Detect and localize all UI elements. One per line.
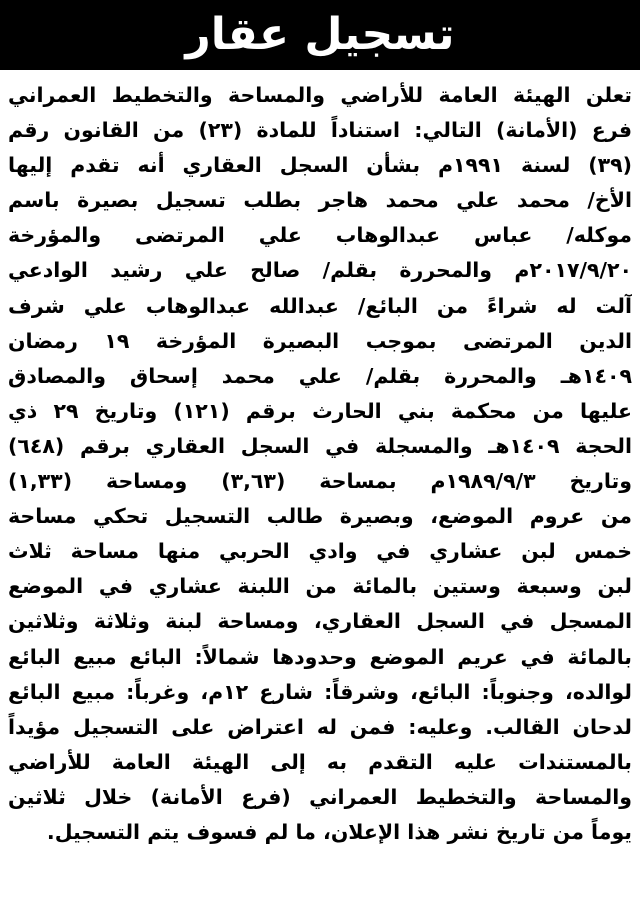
body-line: ١٤٠٩هـ والمحررة بقلم/ علي محمد إسحاق والمصادق xyxy=(8,363,632,388)
body-line: والمساحة والتخطيط العمراني (فرع الأمانة) خلال ثلاثين xyxy=(8,784,632,809)
notice-title: تسجيل عقار xyxy=(185,9,455,60)
title-banner xyxy=(0,0,640,70)
body-line: خمس لبن عشاري في وادي الحربي منها مساحة ثلاث xyxy=(8,539,632,564)
body-line: بالمائة في عريم الموضع وحدودها شمالاً: البائع مبيع البائع xyxy=(8,644,632,669)
body-line: من عروم الموضع، وبصيرة طالب التسجيل تحكي مساحة xyxy=(8,504,632,529)
body-line: عليها من محكمة بني الحارث برقم (١٢١) وتاريخ ٢٩ ذي xyxy=(8,398,632,423)
body-line: ٢٠١٧/٩/٢٠م والمحررة بقلم/ صالح علي رشيد الوادعي xyxy=(8,258,632,283)
body-line: المسجل في السجل العقاري، ومساحة لبنة وثلاثة وثلاثين xyxy=(8,609,632,634)
body-line: لبن وسبعة وستين بالمائة من اللبنة عشاري في الموضع xyxy=(8,574,632,599)
body-line: (٣٩) لسنة ١٩٩١م بشأن السجل العقاري أنه تقدم إليها xyxy=(8,153,632,178)
body-line: لدحان القالب. وعليه: فمن له اعتراض على التسجيل مؤيداً xyxy=(8,714,632,739)
body-line: آلت له شراءً من البائع/ عبدالله عبدالوهاب علي شرف xyxy=(8,293,632,318)
body-line: يوماً من تاريخ نشر هذا الإعلان، ما لم فسوف يتم التسجيل. xyxy=(46,819,632,844)
body-line: فرع (الأمانة) التالي: استناداً للمادة (٢٣) من القانون رقم xyxy=(8,118,632,143)
body-line: لوالده، وجنوباً: البائع، وشرقاً: شارع ١٢م، وغرباً: مبيع البائع xyxy=(8,679,632,704)
body-line: الحجة ١٤٠٩هـ والمسجلة في السجل العقاري برقم (٦٤٨) xyxy=(8,433,632,458)
body-line: تعلن الهيئة العامة للأراضي والمساحة والتخطيط العمراني xyxy=(8,83,632,107)
body-line: الدين المرتضى بموجب البصيرة المؤرخة ١٩ رمضان xyxy=(8,328,632,353)
body-line: الأخ/ محمد علي محمد هاجر بطلب تسجيل بصيرة باسم xyxy=(8,188,632,213)
notice-body xyxy=(8,78,632,850)
body-line: موكله/ عباس عبدالوهاب علي المرتضى والمؤرخة xyxy=(8,223,632,248)
body-line: بالمستندات عليه التقدم به إلى الهيئة العامة للأراضي xyxy=(8,749,632,774)
body-line: وتاريخ ١٩٨٩/٩/٣م بمساحة (٣,٦٣) ومساحة (١,٣٣) xyxy=(8,469,632,494)
